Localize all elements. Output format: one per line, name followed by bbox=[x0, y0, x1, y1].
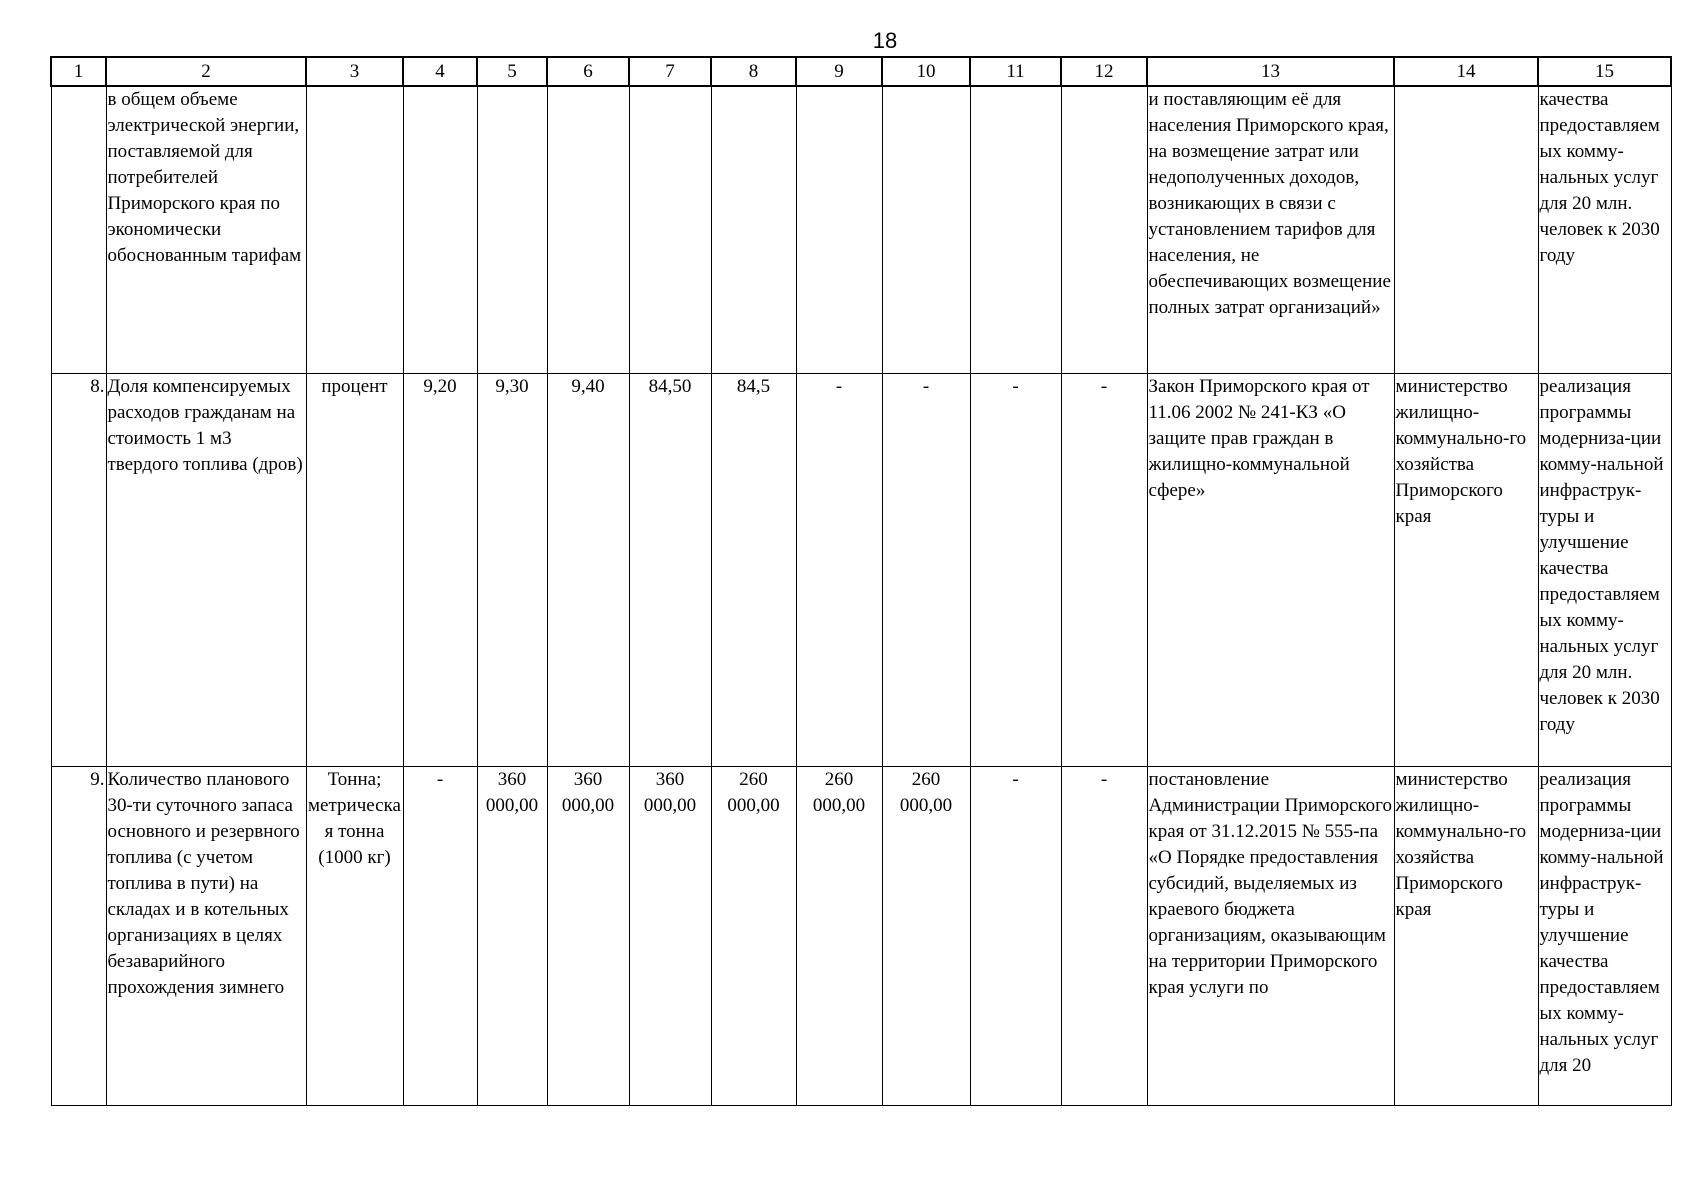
row-number: 9. bbox=[51, 767, 106, 1106]
unit-cell bbox=[306, 86, 403, 374]
row-number bbox=[51, 86, 106, 374]
value-cell: - bbox=[1061, 767, 1147, 1106]
responsible-body-cell: министерство жилищно-коммунально-го хозяйства Приморского края bbox=[1394, 374, 1538, 767]
unit-cell: процент bbox=[306, 374, 403, 767]
responsible-body-cell bbox=[1394, 86, 1538, 374]
value-cell: 9,40 bbox=[547, 374, 629, 767]
value-part: 360 bbox=[655, 769, 685, 790]
column-header: 13 bbox=[1147, 57, 1394, 86]
indicator-name: в общем объеме электрической энергии, поставляемой для потребителей Приморского края по экономически обоснованным тарифам bbox=[106, 86, 306, 374]
value-part: 360 bbox=[497, 769, 527, 790]
indicator-name: Количество планового 30-ти суточного запаса основного и резервного топлива (с учетом топлива в пути) на складах и в котельных организациях в целях безаварийного прохождения зимнего bbox=[106, 767, 306, 1106]
value-cell bbox=[711, 767, 796, 1106]
value-cell bbox=[547, 767, 629, 1106]
value-cell bbox=[796, 86, 882, 374]
value-cell: - bbox=[796, 374, 882, 767]
column-header: 8 bbox=[711, 57, 796, 86]
column-header: 1 bbox=[51, 57, 106, 86]
column-header: 10 bbox=[882, 57, 970, 86]
value-part: 000,00 bbox=[643, 795, 697, 816]
value-part: 000,00 bbox=[727, 795, 780, 816]
value-cell bbox=[403, 86, 477, 374]
goal-cell: реализация программы модерниза-ции комму-нальной инфраструк-туры и улучшение качества предоставляемых комму-нальных услуг для 20 bbox=[1538, 767, 1671, 1106]
column-header: 15 bbox=[1538, 57, 1671, 86]
value-cell: - bbox=[882, 374, 970, 767]
value-cell bbox=[796, 767, 882, 1106]
value-cell bbox=[1061, 86, 1147, 374]
value-part: 000,00 bbox=[561, 795, 615, 816]
page-number: 18 bbox=[872, 28, 898, 53]
value-part: 260 bbox=[911, 769, 941, 790]
row-number: 8. bbox=[51, 374, 106, 767]
value-cell bbox=[477, 86, 547, 374]
value-cell bbox=[711, 86, 796, 374]
value-cell bbox=[477, 767, 547, 1106]
column-header: 2 bbox=[106, 57, 306, 86]
value-cell bbox=[629, 86, 711, 374]
responsible-body-cell: министерство жилищно-коммунально-го хозяйства Приморского края bbox=[1394, 767, 1538, 1106]
value-part: 260 bbox=[824, 769, 854, 790]
value-part: 000,00 bbox=[485, 795, 539, 816]
column-header: 3 bbox=[306, 57, 403, 86]
indicator-name: Доля компенсируемых расходов гражданам на стоимость 1 м3 твердого топлива (дров) bbox=[106, 374, 306, 767]
value-cell: 9,20 bbox=[403, 374, 477, 767]
value-cell: - bbox=[970, 767, 1061, 1106]
column-header: 6 bbox=[547, 57, 629, 86]
table-row-continued bbox=[51, 86, 1671, 374]
column-header: 5 bbox=[477, 57, 547, 86]
column-number-row bbox=[51, 57, 1671, 86]
value-cell: - bbox=[1061, 374, 1147, 767]
value-cell: - bbox=[970, 374, 1061, 767]
value-cell bbox=[547, 86, 629, 374]
column-header: 4 bbox=[403, 57, 477, 86]
value-cell bbox=[970, 86, 1061, 374]
legal-basis-cell: Закон Приморского края от 11.06 2002 № 241-КЗ «О защите прав граждан в жилищно-коммунальной сфере» bbox=[1147, 374, 1394, 767]
column-header: 9 bbox=[796, 57, 882, 86]
value-part: 000,00 bbox=[812, 795, 866, 816]
goal-cell: качества предоставляемых комму-нальных услуг для 20 млн. человек к 2030 году bbox=[1538, 86, 1671, 374]
goal-cell: реализация программы модерниза-ции комму-нальной инфраструк-туры и улучшение качества предоставляемых комму-нальных услуг для 20 млн. человек к 2030 году bbox=[1538, 374, 1671, 767]
table-row bbox=[51, 374, 1671, 767]
table-row bbox=[51, 767, 1671, 1106]
legal-basis-cell: постановление Администрации Приморского края от 31.12.2015 № 555-па «О Порядке предоставления субсидий, выделяемых из краевого бюджета организациям, оказывающим на территории Приморского края услуги по bbox=[1147, 767, 1394, 1106]
value-part: 360 bbox=[573, 769, 603, 790]
column-header: 7 bbox=[629, 57, 711, 86]
column-header: 11 bbox=[970, 57, 1061, 86]
value-cell bbox=[629, 767, 711, 1106]
value-part: 260 bbox=[739, 769, 768, 790]
column-header: 12 bbox=[1061, 57, 1147, 86]
indicators-table bbox=[50, 56, 1672, 1106]
value-cell bbox=[882, 767, 970, 1106]
value-cell bbox=[882, 86, 970, 374]
value-cell: - bbox=[403, 767, 477, 1106]
unit-cell: Тонна; метрическая тонна (1000 кг) bbox=[306, 767, 403, 1106]
value-cell: 84,50 bbox=[629, 374, 711, 767]
value-cell: 84,5 bbox=[711, 374, 796, 767]
legal-basis-cell: и поставляющим её для населения Приморского края, на возмещение затрат или недополученных доходов, возникающих в связи с установлением тарифов для населения, не обеспечивающих возмещение полных затрат организаций» bbox=[1147, 86, 1394, 374]
column-header: 14 bbox=[1394, 57, 1538, 86]
value-cell: 9,30 bbox=[477, 374, 547, 767]
value-part: 000,00 bbox=[899, 795, 953, 816]
